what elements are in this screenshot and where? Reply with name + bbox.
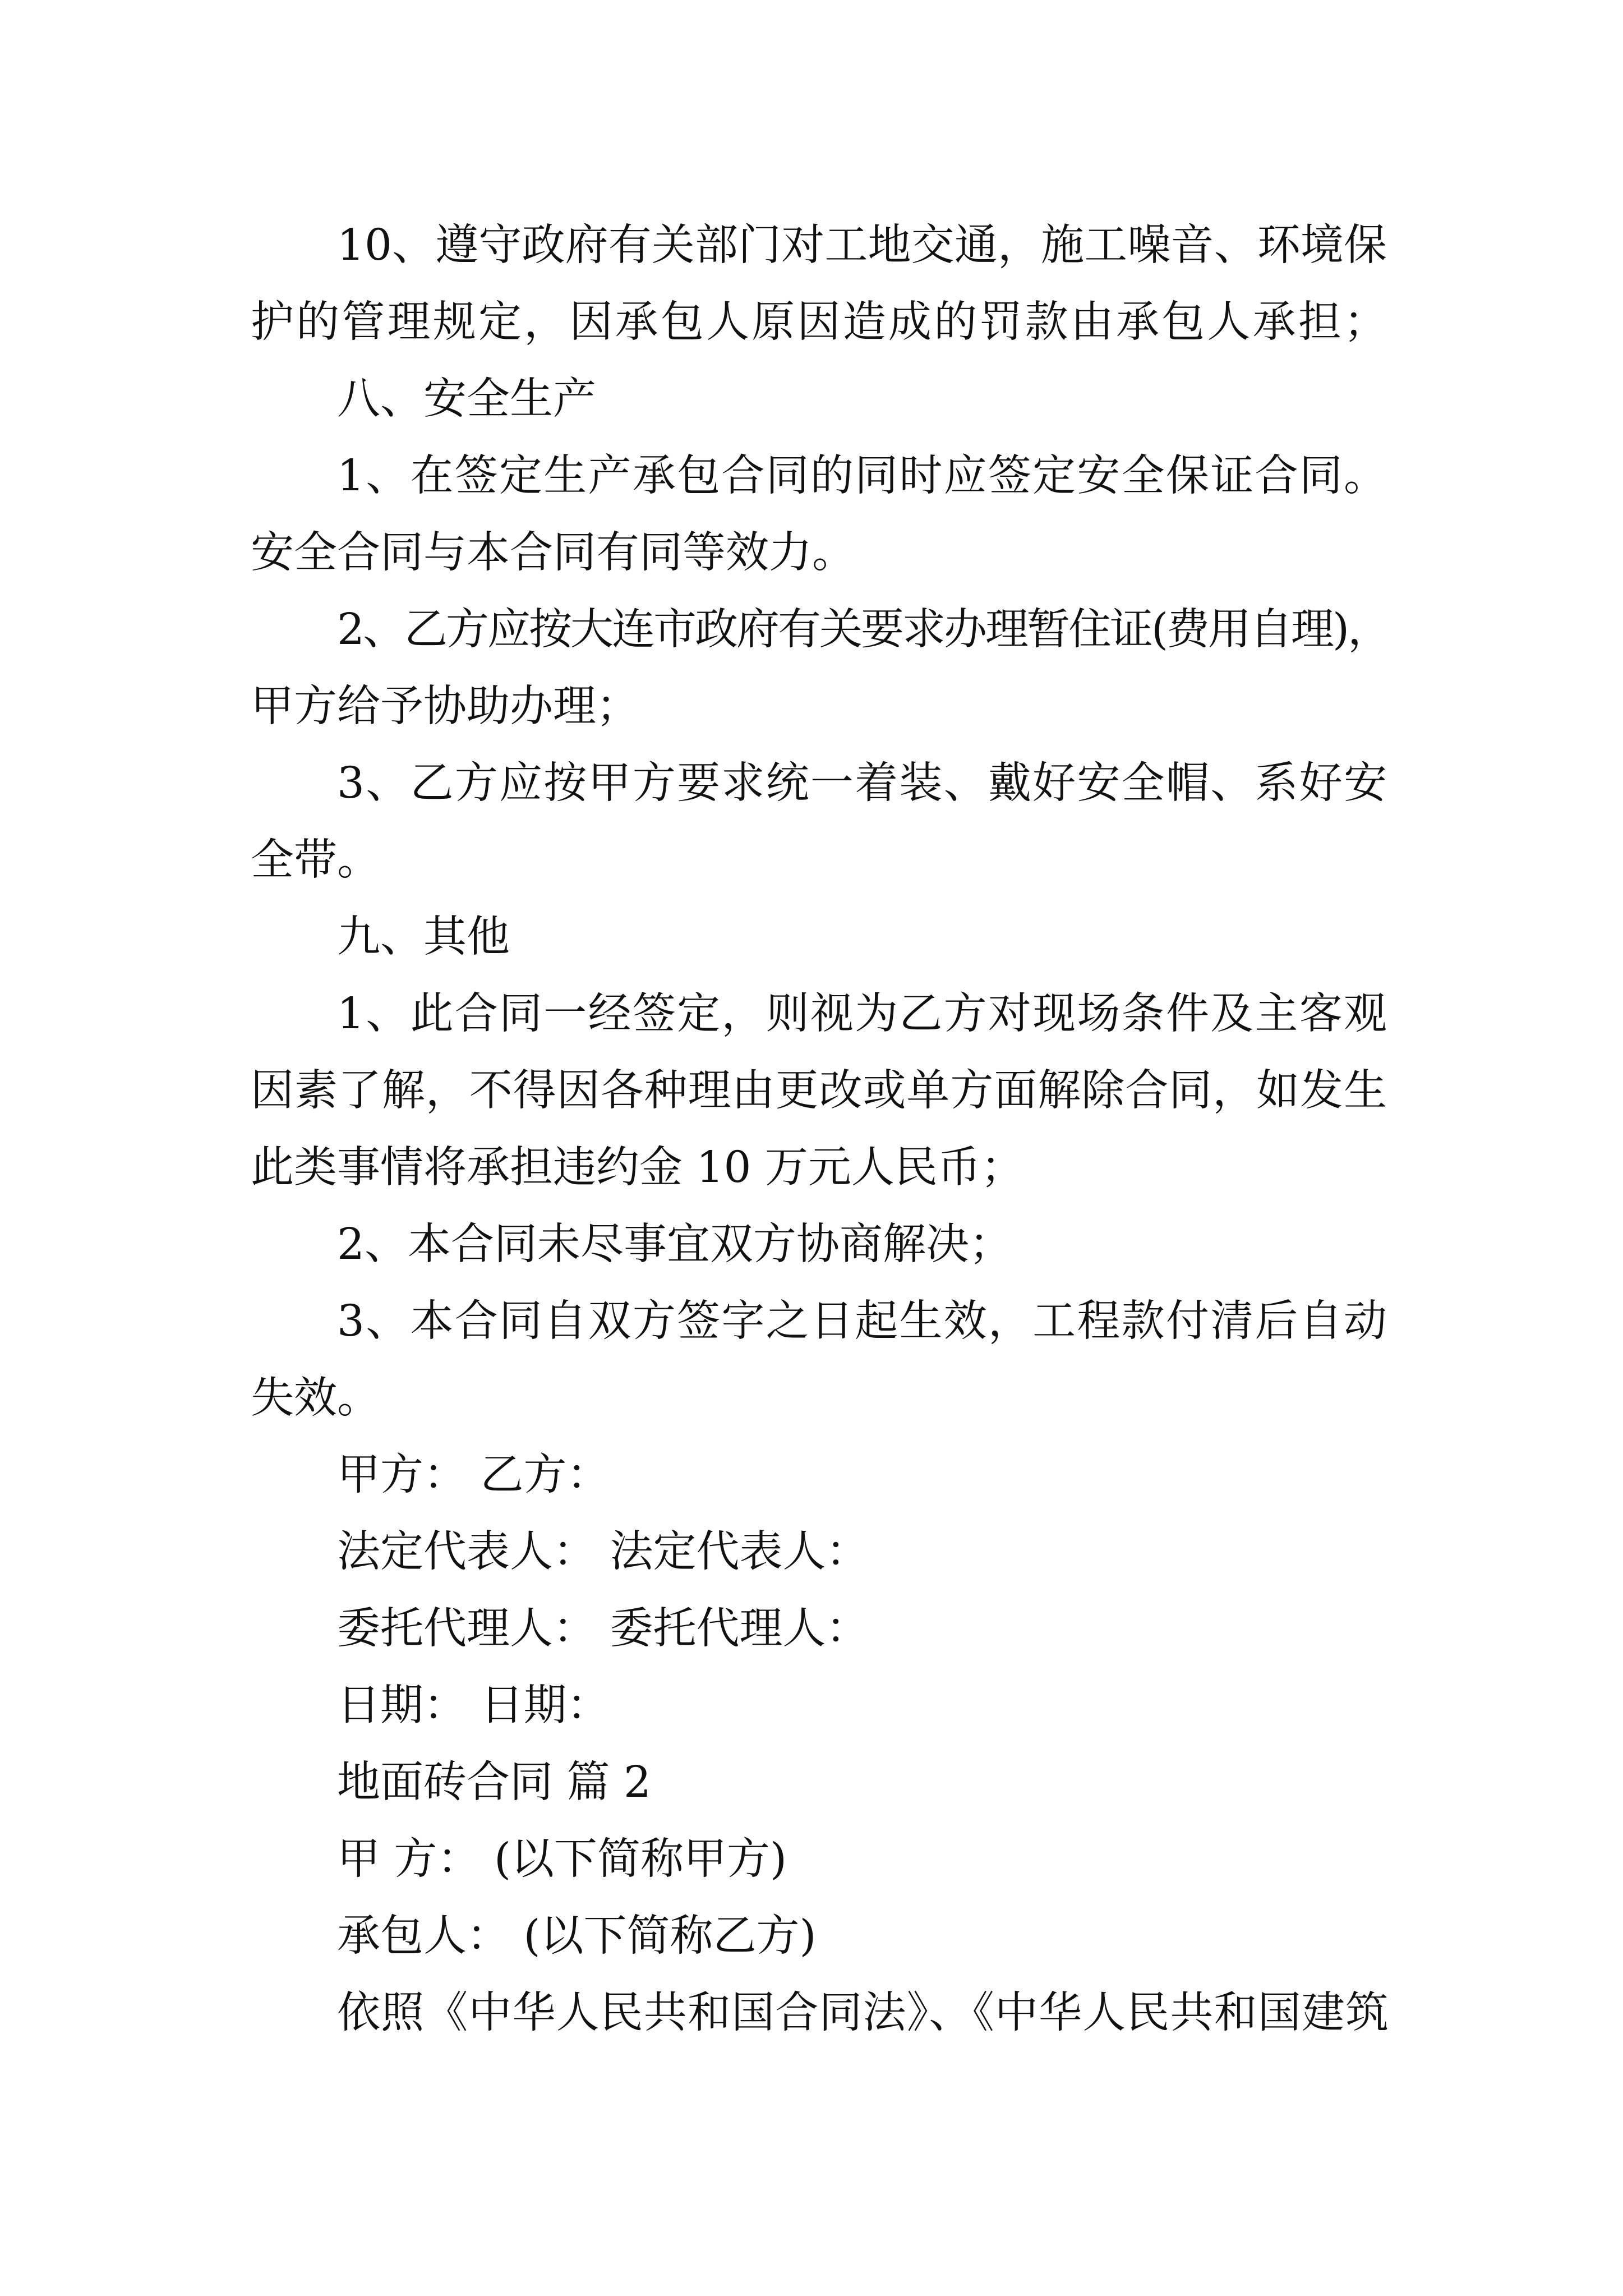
clause-line: 3、乙方应按甲方要求统一着装、戴好安全帽、系好安 — [337, 758, 1387, 808]
clause-item — [251, 591, 1390, 745]
contract-2 — [251, 1744, 1387, 2051]
clause-line: 全带。 — [251, 835, 380, 885]
clause-line: 2、乙方应按大连市政府有关要求办理暂住证(费用自理)， — [337, 605, 1390, 655]
clause-line: 此类事情将承担违约金 10 万元人民币； — [251, 1143, 1024, 1193]
clause-line: 1、此合同一经签定，则视为乙方对现场条件及主客观 — [337, 989, 1387, 1039]
preamble-line: 依照《中华人民共和国合同法》、《中华人民共和国建筑 — [337, 1988, 1387, 2038]
signature-dates: 日期： 日期： — [337, 1681, 610, 1731]
contract-title: 地面砖合同 篇 2 — [337, 1757, 651, 1807]
clause-line: 1、在签定生产承包合同的同时应签定安全保证合同。 — [337, 451, 1387, 501]
clause-item — [251, 438, 1387, 591]
signature-authorized-agents: 委托代理人： 委托代理人： — [337, 1604, 869, 1654]
clause-line: 10、遵守政府有关部门对工地交通，施工噪音、环境保 — [337, 220, 1387, 270]
contractor-line: 承包人： (以下简称乙方) — [337, 1911, 817, 1961]
signature-parties: 甲方： 乙方： — [337, 1450, 610, 1500]
clause-line: 护的管理规定，因承包人原因造成的罚款由承包人承担； — [251, 297, 1387, 347]
document-body — [251, 207, 1390, 2051]
clause-line: 甲方给予协助办理； — [251, 682, 639, 731]
clause-item — [251, 1206, 1387, 1283]
clause-item — [251, 1283, 1387, 1437]
clause-line: 3、本合同自双方签字之日起生效，工程款付清后自动 — [337, 1296, 1387, 1346]
clause-item — [251, 745, 1387, 899]
section-safety-production — [251, 361, 1390, 899]
clause-line: 因素了解，不得因各种理由更改或单方面解除合同，如发生 — [251, 1066, 1387, 1116]
section-other — [251, 899, 1387, 1437]
clause-item — [251, 976, 1387, 1206]
clause-line: 失效。 — [251, 1373, 380, 1423]
clause-line: 安全合同与本合同有同等效力。 — [251, 528, 855, 578]
clause-line: 2、本合同未尽事宜双方协商解决； — [337, 1220, 1012, 1269]
section-heading: 九、其他 — [337, 912, 510, 962]
clause-item-10 — [251, 207, 1387, 361]
party-a-line: 甲 方： (以下简称甲方) — [337, 1834, 787, 1884]
signature-legal-representatives: 法定代表人： 法定代表人： — [337, 1527, 869, 1577]
section-heading: 八、安全生产 — [337, 374, 596, 424]
signature-block — [251, 1437, 1387, 1744]
